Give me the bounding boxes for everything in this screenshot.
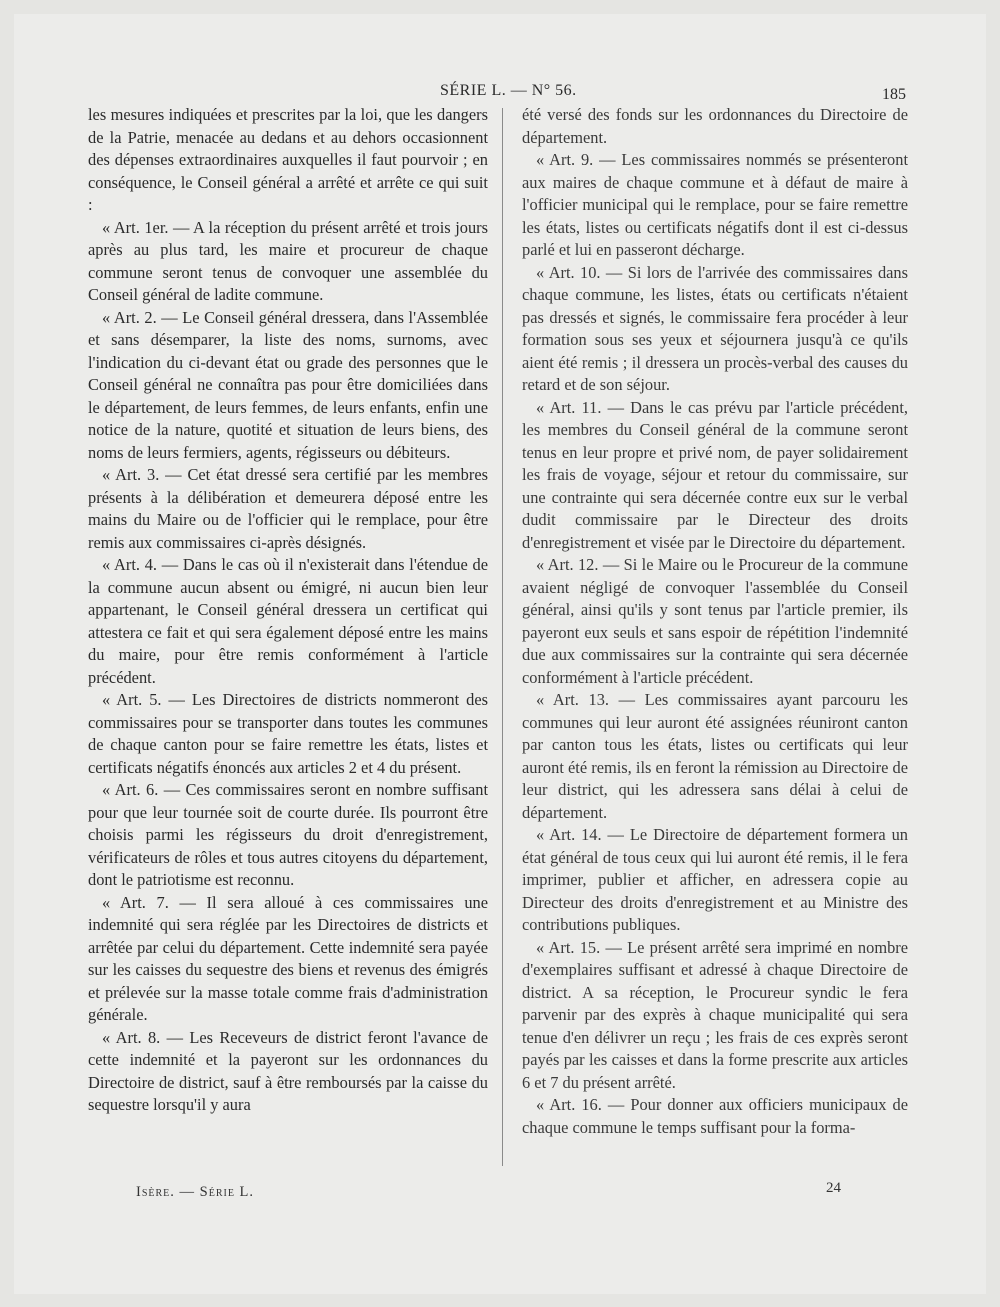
article-8: « Art. 8. — Les Receveurs de district feront l'avance de cette indemnité et la payeront sur les ordonnances du Directoire de district, sauf à être remboursés par la caisse du sequestre lorsqu'il y aura bbox=[88, 1027, 488, 1114]
running-head: SÉRIE L. — N° 56. bbox=[440, 82, 577, 99]
paragraph: les mesures indiquées et prescrites par la loi, que les dangers de la Patrie, menacée au dedans et au dehors occasionnent des dépenses extraordinaires auxquelles il faut pourvoir ; en conséquence, le Conseil général a arrêté et arrête ce qui suit : bbox=[88, 105, 488, 214]
page-number: 185 bbox=[882, 86, 906, 103]
signature-mark: 24 bbox=[826, 1180, 841, 1196]
article-14: « Art. 14. — Le Directoire de département formera un état général de tous ceux qui lui auront été remis, il le fera imprimer, publier et afficher, en adressera copie au Directeur des droits d'enregistrement et au Ministre des contributions publiques. bbox=[522, 825, 908, 934]
article-6: « Art. 6. — Ces commissaires seront en nombre suffisant pour que leur tournée soit de courte durée. Ils pourront être choisis parmi les régisseurs du droit d'enregistrement, vérificateurs de rôles et tous autres citoyens du département, dont le patriotisme est reconnu. bbox=[88, 780, 488, 889]
article-5: « Art. 5. — Les Directoires de districts nommeront des commissaires pour se transporter dans toutes les communes de chaque canton pour se faire remettre les états, listes et certificats négatifs énoncés aux articles 2 et 4 du présent. bbox=[88, 690, 488, 777]
footer-series: Isère. — Série L. bbox=[136, 1184, 255, 1200]
left-column bbox=[88, 104, 488, 1117]
article-3: « Art. 3. — Cet état dressé sera certifié par les membres présents à la délibération et demeurera déposé entre les mains du Maire ou de l'officier qui le remplace, pour être remis aux commissaires ci-après désignés. bbox=[88, 465, 488, 552]
right-column bbox=[522, 104, 908, 1139]
article-16: « Art. 16. — Pour donner aux officiers municipaux de chaque commune le temps suffisant pour la forma- bbox=[522, 1095, 908, 1137]
article-15: « Art. 15. — Le présent arrêté sera imprimé en nombre d'exemplaires suffisant et adressé à chaque Directoire de district. A sa réception, le Procureur syndic le fera parvenir par des exprès à chaque municipalité qui sera tenue d'en délivrer un reçu ; les frais de ces exprès seront payés par les caisses et dans la forme prescrite aux articles 6 et 7 du présent arrêté. bbox=[522, 937, 908, 1092]
article-7: « Art. 7. — Il sera alloué à ces commissaires une indemnité qui sera réglée par les Directoires de districts et arrêtée par celui du département. Cette indemnité sera payée sur les caisses du sequestre des biens et revenus des émigrés et prélevée sur la masse totale comme frais d'administration générale. bbox=[88, 892, 488, 1024]
article-11: « Art. 11. — Dans le cas prévu par l'article précédent, les membres du Conseil général de la commune seront tenus en leur propre et privé nom, de payer solidairement les frais de voyage, séjour et retour du commissaire, sur une contrainte qui sera décernée contre eux sur le verbal dudit commissaire par le Directeur des droits d'enregistrement et visée par le Directoire du département. bbox=[522, 397, 908, 552]
column-divider bbox=[502, 108, 503, 1166]
article-4: « Art. 4. — Dans le cas où il n'existerait dans l'étendue de la commune aucun absent ou émigré, ni aucun bien leur appartenant, le Conseil général dressera un certificat qui attestera ce fait et qui sera également déposé entre les mains du maire, pour être remis conformément à l'article précédent. bbox=[88, 555, 488, 687]
paragraph: été versé des fonds sur les ordonnances du Directoire de département. bbox=[522, 105, 908, 147]
article-9: « Art. 9. — Les commissaires nommés se présenteront aux maires de chaque commune et à défaut de maire à l'officier municipal qui le remplace, pour se faire remettre les états, listes ou certificats négatifs dont il est ci-dessus parlé et lui en passeront décharge. bbox=[522, 150, 908, 259]
article-10: « Art. 10. — Si lors de l'arrivée des commissaires dans chaque commune, les listes, états ou certificats n'étaient pas dressés et signés, le commissaire fera procéder à leur formation sous ses yeux et séjournera jusqu'à ce qu'ils aient été remis ; il dressera un procès-verbal des causes du retard et de son séjour. bbox=[522, 262, 908, 394]
article-12: « Art. 12. — Si le Maire ou le Procureur de la commune avaient négligé de convoquer l'assemblée du Conseil général, ainsi qu'ils y sont tenus par l'article premier, ils payeront eux seuls et sans espoir de répétition l'indemnité due aux commissaires sur la contrainte qui sera décernée conformément à l'article précédent. bbox=[522, 555, 908, 687]
article-13: « Art. 13. — Les commissaires ayant parcouru les communes qui leur auront été assignées réuniront canton par canton tous les états, listes ou certificats qui leur auront été remis, ils en feront la rémission au Directoire de leur district, qui les adressera sans délai à celui de département. bbox=[522, 690, 908, 822]
article-2: « Art. 2. — Le Conseil général dressera, dans l'Assemblée et sans désemparer, la liste des noms, surnoms, avec l'indication du ci-devant état ou grade des personnes que le Conseil général ne connaîtra pas pour être domiciliées dans le département, de leurs femmes, de leurs enfants, enfin une notice de la nature, quotité et situation de leurs biens, des noms de leurs fermiers, agents, régisseurs ou débiteurs. bbox=[88, 307, 488, 462]
article-1: « Art. 1er. — A la réception du présent arrêté et trois jours après au plus tard, les maire et procureur de chaque commune seront tenus de convoquer une assemblée du Conseil général de ladite commune. bbox=[88, 217, 488, 304]
